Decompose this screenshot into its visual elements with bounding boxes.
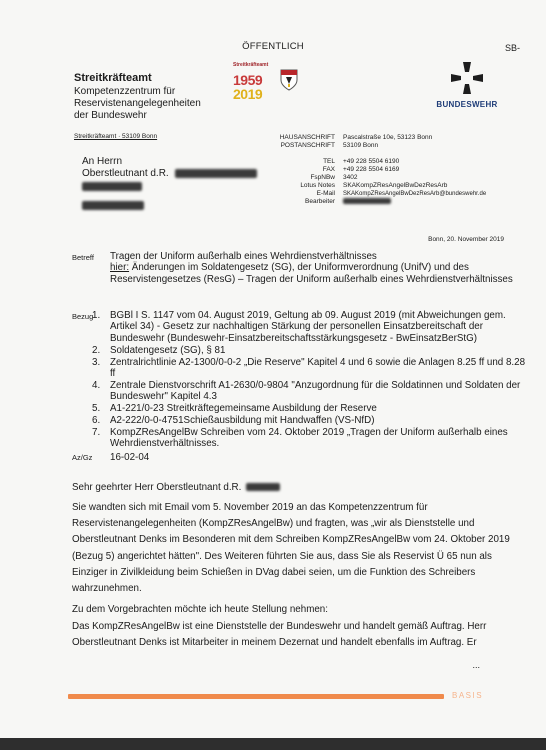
list-item-number: 3. — [92, 356, 101, 368]
aktenzeichen-value: 16-02-04 — [110, 452, 150, 463]
contact-value — [343, 198, 391, 206]
betreff-line-1: Tragen der Uniform außerhalb eines Wehrdienstverhältnisses — [110, 251, 377, 262]
list-item-number: 1. — [92, 310, 101, 321]
list-item-number: 6. — [92, 415, 101, 427]
contact-label: E-Mail — [316, 190, 335, 197]
redaction — [246, 483, 280, 491]
anniversary-logo-name: Streitkräfteamt — [233, 62, 269, 68]
bezug-label: Bezug — [72, 312, 94, 321]
body-paragraph-3: Das KompZResAngelBw ist eine Dienststelle der Bundeswehr und handelt gemäß Auftrag. Herr Oberstleutnant Denks ist Mitarbeiter in meinem Dezernat und handelt ebenfalls im Auftrag. Er — [72, 621, 487, 649]
list-item-text: A1-221/0-23 Streitkräftegemeinsame Ausbildung der Reserve — [110, 403, 377, 415]
list-item — [92, 415, 532, 426]
anniversary-year-to: 2019 — [233, 86, 263, 102]
contact-value: +49 228 5504 6190 — [343, 158, 400, 165]
org-title: Streitkräfteamt — [74, 72, 152, 84]
contact-label: FAX — [322, 166, 335, 173]
sb-mark: SB- — [504, 43, 520, 53]
bezug-list — [92, 310, 532, 450]
contact-label: Lotus Notes — [300, 182, 335, 189]
org-line-2: Reservistenangelegenheiten — [74, 98, 201, 109]
redaction — [343, 198, 391, 204]
classification-label: ÖFFENTLICH — [242, 41, 304, 52]
redaction — [175, 169, 257, 178]
contact-value: SKAKompZResAngelBwDezResArb — [343, 182, 448, 189]
contact-label: Bearbeiter — [305, 198, 335, 205]
recipient-rank: Oberstleutnant d.R. — [82, 168, 169, 179]
betreff-label: Betreff — [72, 253, 94, 262]
contact-value: 3402 — [343, 174, 358, 181]
bundeswehr-wordmark: BUNDESWEHR — [436, 100, 498, 109]
list-item — [92, 357, 532, 380]
recipient-line-4 — [82, 200, 144, 212]
list-item-text: A2-222/0-0-4751Schießausbildung mit Handwaffen (VS-NfD) — [110, 415, 375, 427]
aktenzeichen-label: Az/Gz — [72, 453, 93, 462]
contact-value: Pascalstraße 10e, 53123 Bonn — [343, 134, 433, 141]
scan-edge — [0, 738, 546, 750]
list-item — [92, 427, 532, 450]
recipient-line-2 — [82, 168, 257, 180]
contact-label: TEL — [323, 158, 335, 165]
anniversary-logo — [233, 62, 301, 104]
iron-cross-icon — [449, 60, 485, 96]
list-item-text: BGBl I S. 1147 vom 04. August 2019, Geltung ab 09. August 2019 (mit Abweichungen gem. Artikel 34) - Gesetz zur nachhaltigen Stärkung der personellen Einsatzbereitschaft der Bundeswehr (Bundeswehr-Einsatzbereitschaftsstärkungsgesetz - BwEinsatzBerStG) — [110, 310, 506, 344]
recipient-line-3 — [82, 181, 142, 193]
list-item-text: KompZResAngelBw Schreiben vom 24. Oktober 2019 „Tragen der Uniform außerhalb eines Wehrdienstverhältnisses. — [110, 427, 508, 450]
continuation-mark: ... — [472, 660, 480, 670]
org-line-3: der Bundeswehr — [74, 110, 147, 121]
footer-mark: BASIS — [452, 691, 484, 700]
list-item-number: 7. — [92, 427, 101, 439]
list-item-number: 4. — [92, 379, 101, 391]
contact-value: +49 228 5504 6169 — [343, 166, 400, 173]
list-item-text: Zentralrichtlinie A2-1300/0-0-2 „Die Reserve" Kapitel 4 und 6 sowie die Anlagen 8.25 ff und 8.28 ff — [110, 356, 526, 380]
recipient-line-1: An Herrn — [82, 156, 123, 167]
contact-value: 53109 Bonn — [343, 142, 379, 149]
anniversary-year-from: 1959 — [233, 72, 263, 88]
contact-label: HAUSANSCHRIFT — [279, 134, 335, 141]
coat-of-arms-icon — [279, 68, 299, 92]
redaction — [82, 201, 144, 210]
body-paragraph-2: Zu dem Vorgebrachten möchte ich heute Stellung nehmen: — [72, 604, 328, 615]
list-item — [92, 380, 532, 403]
hier-label: hier: — [110, 262, 130, 274]
contact-value: SKAKompZResAngelBwDezResArb@bundeswehr.de — [343, 191, 487, 197]
salutation-text: Sehr geehrter Herr Oberstleutnant d.R. — [72, 482, 242, 493]
hier-text: Änderungen im Soldatengesetz (SG), der Uniformverordnung (UnifV) und des Reservistengesetzes (ResG) – Tragen der Uniform außerhalb eines Wehrdienstverhältnisses — [110, 262, 513, 285]
bundeswehr-logo — [427, 60, 507, 114]
contact-label: POSTANSCHRIFT — [280, 142, 335, 149]
letter-date: Bonn, 20. November 2019 — [428, 236, 504, 243]
list-item — [92, 345, 532, 356]
betreff-text — [110, 251, 530, 285]
list-item — [92, 310, 532, 344]
list-item-text: Soldatengesetz (SG), § 81 — [110, 344, 226, 356]
salutation — [72, 480, 528, 496]
redaction — [82, 182, 142, 191]
sender-return-address: Streitkräfteamt · 53109 Bonn — [74, 133, 158, 140]
org-line-1: Kompetenzzentrum für — [74, 86, 176, 97]
list-item-number: 5. — [92, 403, 101, 415]
list-item-text: Zentrale Dienstvorschrift A1-2630/0-9804 "Anzugordnung für die Soldatinnen und Soldaten der Bundeswehr" Kapitel 4.3 — [110, 379, 521, 403]
list-item — [92, 403, 532, 414]
list-item-number: 2. — [92, 344, 101, 356]
footer-accent-bar — [68, 694, 444, 699]
contact-label: FspNBw — [310, 174, 335, 181]
betreff-hier — [110, 262, 530, 285]
body-paragraph-1: Sie wandten sich mit Email vom 5. November 2019 an das Kompetenzzentrum für Reservistenangelegenheiten (KompZResAngelBw) und fragten, was „wir als Dienststelle und Oberstleutnant Denks im Besonderen mit dem Schreiben KompZResAngelBw vom 24. Oktober 2019 (Bezug 5) angerichtet hätten". Des Weiteren führten Sie aus, dass Sie als Reservist Ü 65 nun als Einziger in Zivilkleidung beim Schießen in DVag dabei seien, um die Funktion des Schreibers wahrzunehmen. — [72, 502, 510, 595]
